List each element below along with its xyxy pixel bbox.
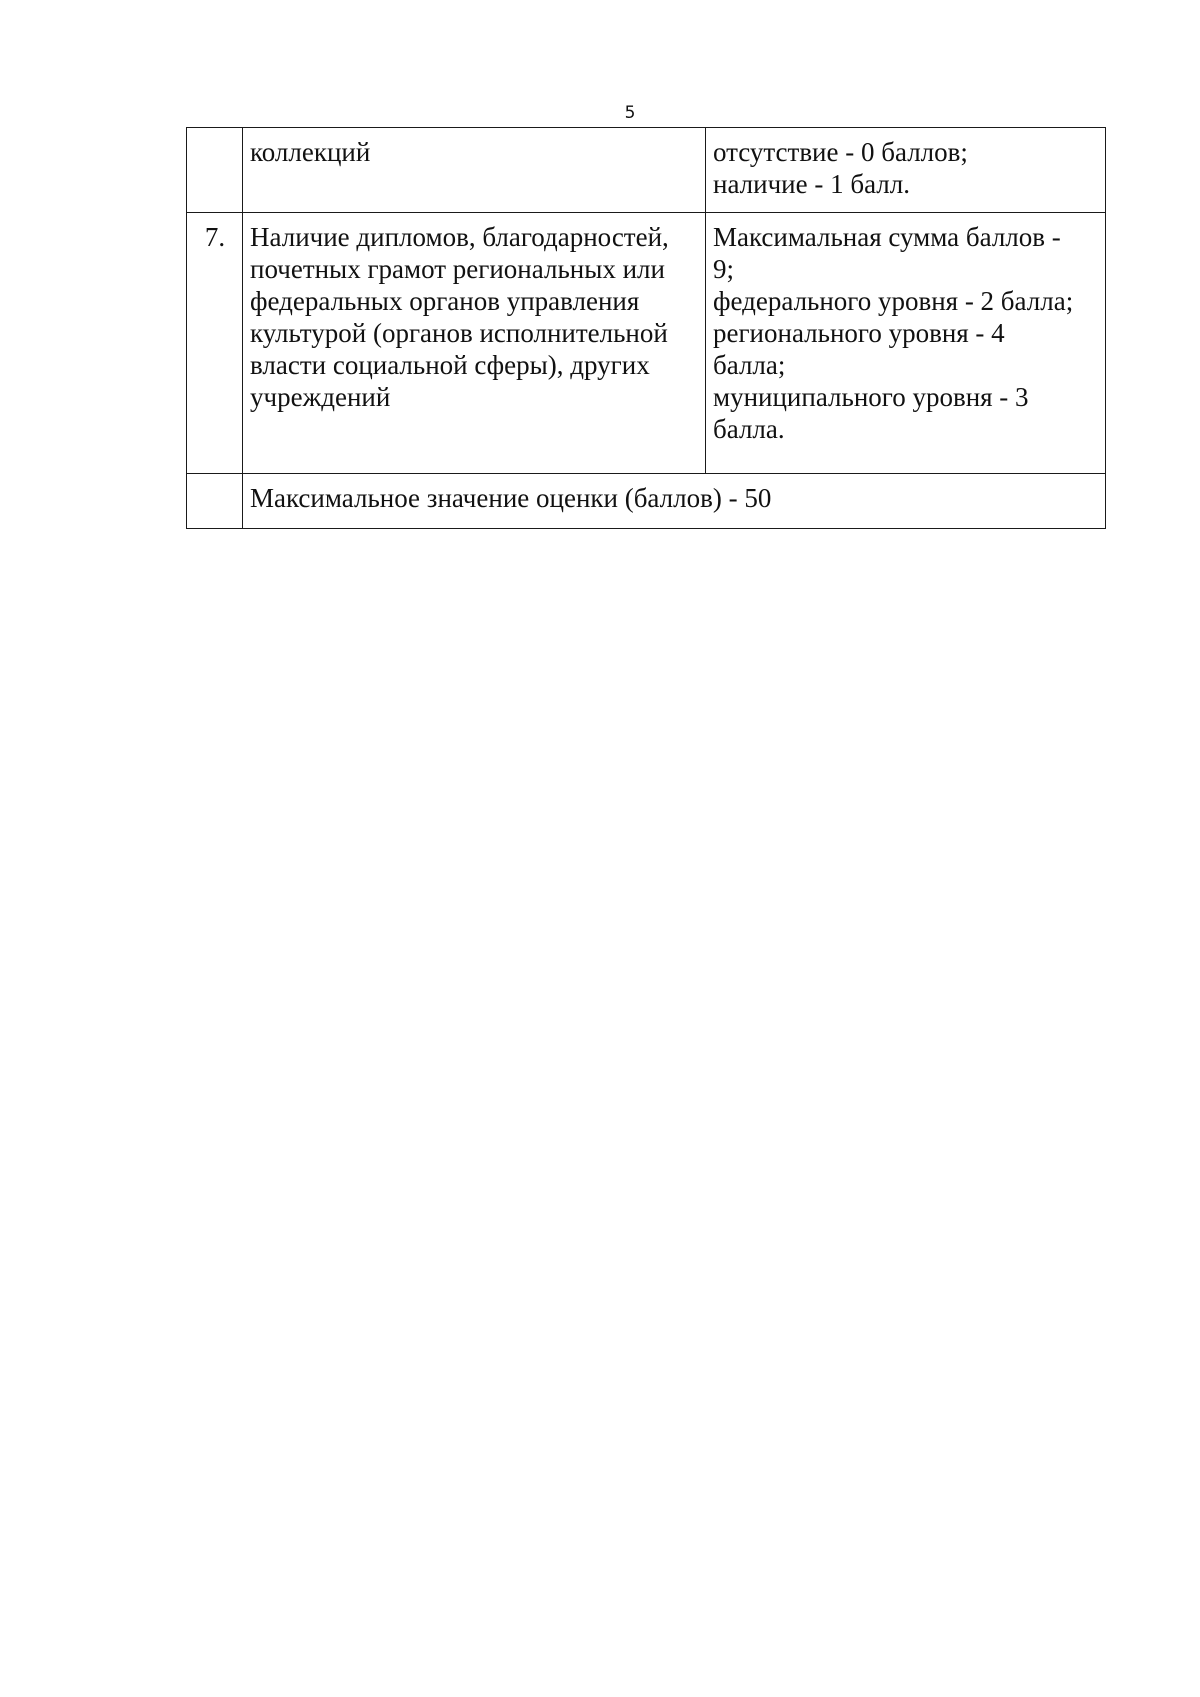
criterion-cell bbox=[243, 213, 706, 474]
score-line: отсутствие - 0 баллов; bbox=[713, 137, 968, 167]
score-line: регионального уровня - 4 bbox=[713, 318, 1005, 348]
score-line: наличие - 1 балл. bbox=[713, 169, 911, 199]
row-number-cell: 7. bbox=[187, 213, 243, 474]
criteria-table bbox=[186, 127, 1106, 529]
score-line: федерального уровня - 2 балла; bbox=[713, 286, 1074, 316]
criterion-line: коллекций bbox=[250, 137, 371, 167]
score-line: 9; bbox=[713, 254, 735, 284]
criterion-cell bbox=[243, 128, 706, 213]
total-cell bbox=[243, 474, 1106, 529]
row-number-cell bbox=[187, 474, 243, 529]
score-line: Максимальная сумма баллов - bbox=[713, 222, 1061, 252]
criterion-line: учреждений bbox=[250, 382, 391, 412]
criterion-line: федеральных органов управления bbox=[250, 286, 640, 316]
page-number: 5 bbox=[624, 103, 636, 123]
criterion-line: культурой (органов исполнительной bbox=[250, 318, 668, 348]
score-cell bbox=[706, 128, 1106, 213]
score-cell bbox=[706, 213, 1106, 474]
score-line: муниципального уровня - 3 bbox=[713, 382, 1029, 412]
score-line: балла. bbox=[713, 414, 785, 444]
max-score-text: Максимальное значение оценки (баллов) - 50 bbox=[250, 483, 772, 513]
score-line: балла; bbox=[713, 350, 786, 380]
table-row bbox=[187, 213, 1106, 474]
criterion-line: власти социальной сферы), других bbox=[250, 350, 650, 380]
criterion-line: почетных грамот региональных или bbox=[250, 254, 665, 284]
criterion-line: Наличие дипломов, благодарностей, bbox=[250, 222, 669, 252]
table-row bbox=[187, 128, 1106, 213]
row-number-cell bbox=[187, 128, 243, 213]
table-row-total bbox=[187, 474, 1106, 529]
